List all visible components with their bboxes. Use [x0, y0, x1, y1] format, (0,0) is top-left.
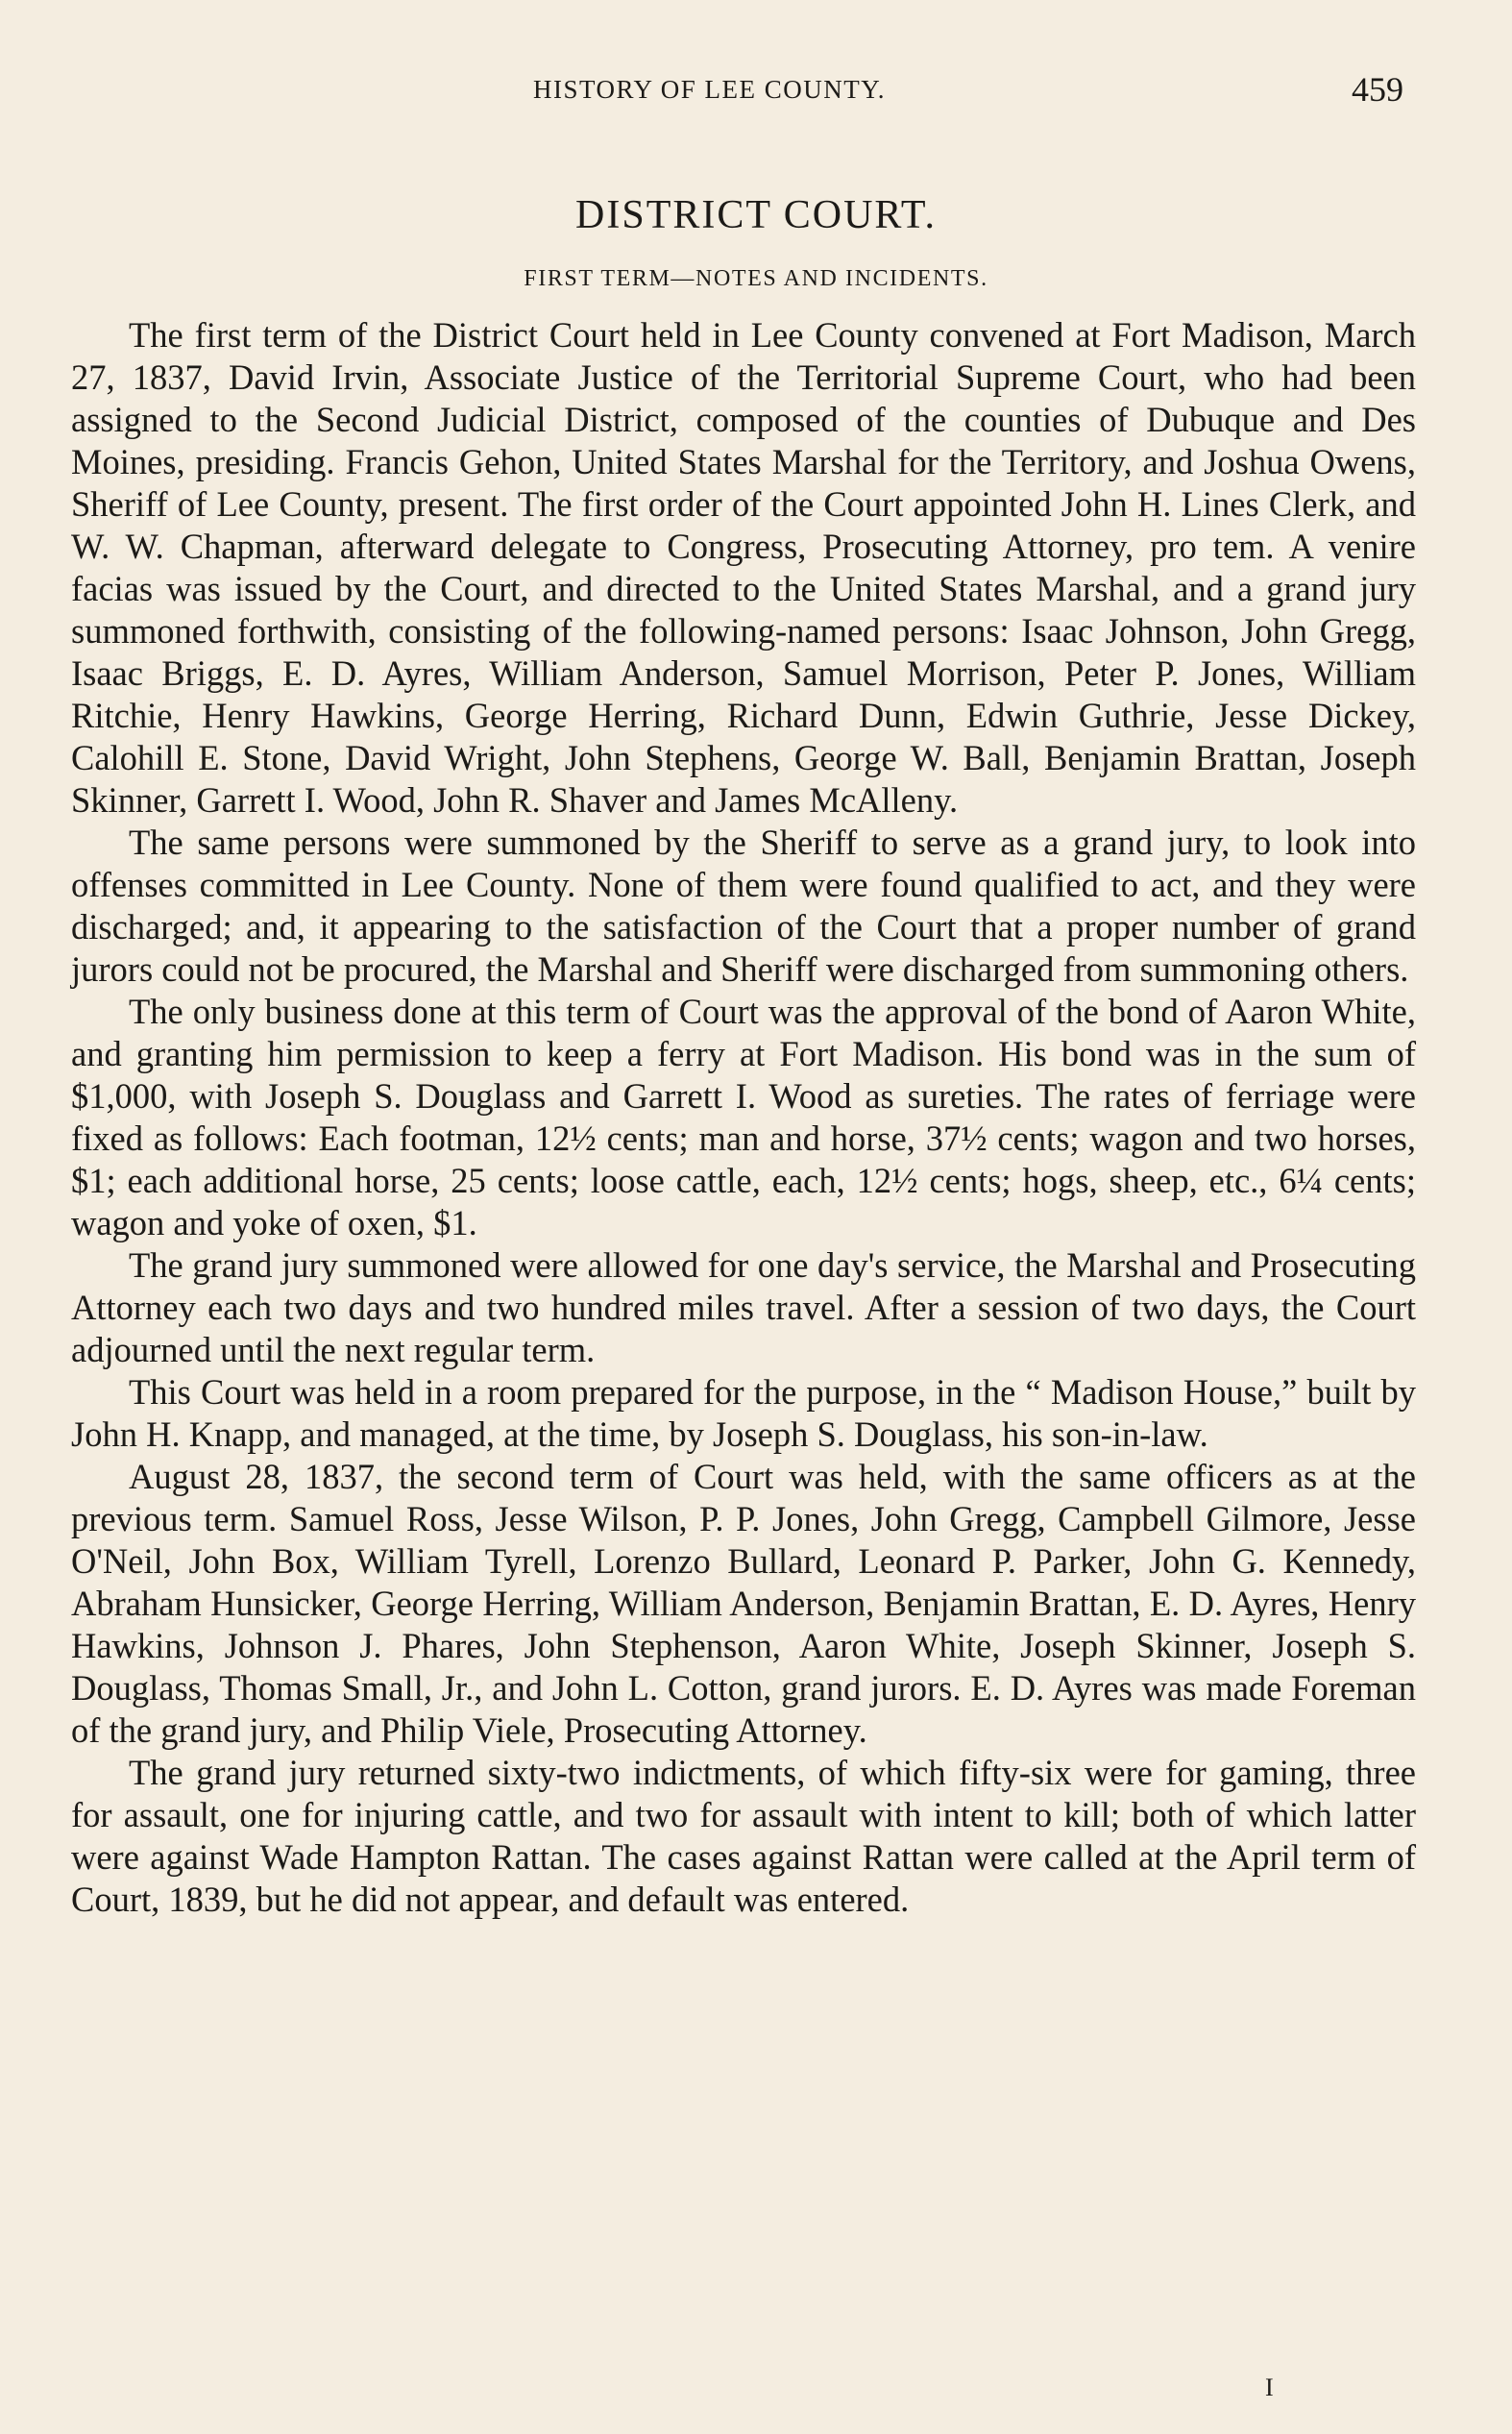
- section-subtitle: FIRST TERM—NOTES AND INCIDENTS.: [524, 266, 988, 291]
- paragraph-madison-house: This Court was held in a room prepared for the purpose, in the “ Madison House,” built by John H. Knapp, and managed, at the time, by Joseph S. Douglass, his son-in-law.: [71, 1372, 1416, 1454]
- paragraph-first-term: The first term of the District Court held in Lee County convened at Fort Madison, March 27, 1837, David Irvin, Associate Justice of the Territorial Supreme Court, who had been assigned to the Second Judicial District, composed of the counties of Dubuque and Des Moines, presiding. Francis Gehon, United States Marshal for the Territory, and Joshua Owens, Sheriff of Lee County, present. The first order of the Court appointed John H. Lines Clerk, and W. W. Chapman, afterward delegate to Congress, Prosecuting Attorney, pro tem. A venire facias was issued by the Court, and directed to the United States Marshal, and a grand jury summoned forthwith, consisting of the following-named persons: Isaac Johnson, John Gregg, Isaac Briggs, E. D. Ayres, William Anderson, Samuel Morrison, Peter P. Jones, William Ritchie, Henry Hawkins, George Herring, Richard Dunn, Edwin Guthrie, Jesse Dickey, Calohill E. Stone, David Wright, John Stephens, George W. Ball, Benjamin Brattan, Joseph Skinner, Garrett I. Wood, John R. Shaver and James McAlleny.: [71, 315, 1416, 820]
- signature-mark: I: [1265, 2373, 1274, 2401]
- paragraph-grand-jury-discharged: The same persons were summoned by the Sheriff to serve as a grand jury, to look into offenses committed in Lee County. None of them were found qualified to act, and they were discharged; and, it appearing to the satisfaction of the Court that a proper number of grand jurors could not be procured, the Marshal and Sheriff were discharged from summoning others.: [71, 823, 1416, 989]
- running-head: HISTORY OF LEE COUNTY.: [533, 75, 887, 104]
- paragraph-indictments: The grand jury returned sixty-two indictments, of which fifty-six were for gaming, three for assault, one for injuring cattle, and two for assault with intent to kill; both of which latter were against Wade Hampton Rattan. The cases against Rattan were called at the April term of Court, 1839, but he did not appear, and default was entered.: [71, 1753, 1416, 1919]
- paragraph-allowances: The grand jury summoned were allowed for one day's service, the Marshal and Prosecuting Attorney each two days and two hundred miles travel. After a session of two days, the Court adjourned until the next regular term.: [71, 1245, 1416, 1369]
- paragraph-ferry-bond: The only business done at this term of Court was the approval of the bond of Aaron White, and granting him permission to keep a ferry at Fort Madison. His bond was in the sum of $1,000, with Joseph S. Douglass and Garrett I. Wood as sureties. The rates of ferriage were fixed as follows: Each footman, 12½ cents; man and horse, 37½ cents; wagon and two horses, $1; each additional horse, 25 cents; loose cattle, each, 12½ cents; hogs, sheep, etc., 6¼ cents; wagon and yoke of oxen, $1.: [71, 992, 1416, 1242]
- chapter-title: DISTRICT COURT.: [575, 193, 937, 237]
- body-text: [71, 314, 1416, 1921]
- paragraph-second-term: August 28, 1837, the second term of Court was held, with the same officers as at the previous term. Samuel Ross, Jesse Wilson, P. P. Jones, John Gregg, Campbell Gilmore, Jesse O'Neil, John Box, William Tyrell, Lorenzo Bullard, Leonard P. Parker, John G. Kennedy, Abraham Hunsicker, George Herring, William Anderson, Benjamin Brattan, E. D. Ayres, Henry Hawkins, Johnson J. Phares, John Stephenson, Aaron White, Joseph Skinner, Joseph S. Douglass, Thomas Small, Jr., and John L. Cotton, grand jurors. E. D. Ayres was made Foreman of the grand jury, and Philip Viele, Prosecuting Attorney.: [71, 1457, 1416, 1750]
- page-number: 459: [1352, 70, 1403, 109]
